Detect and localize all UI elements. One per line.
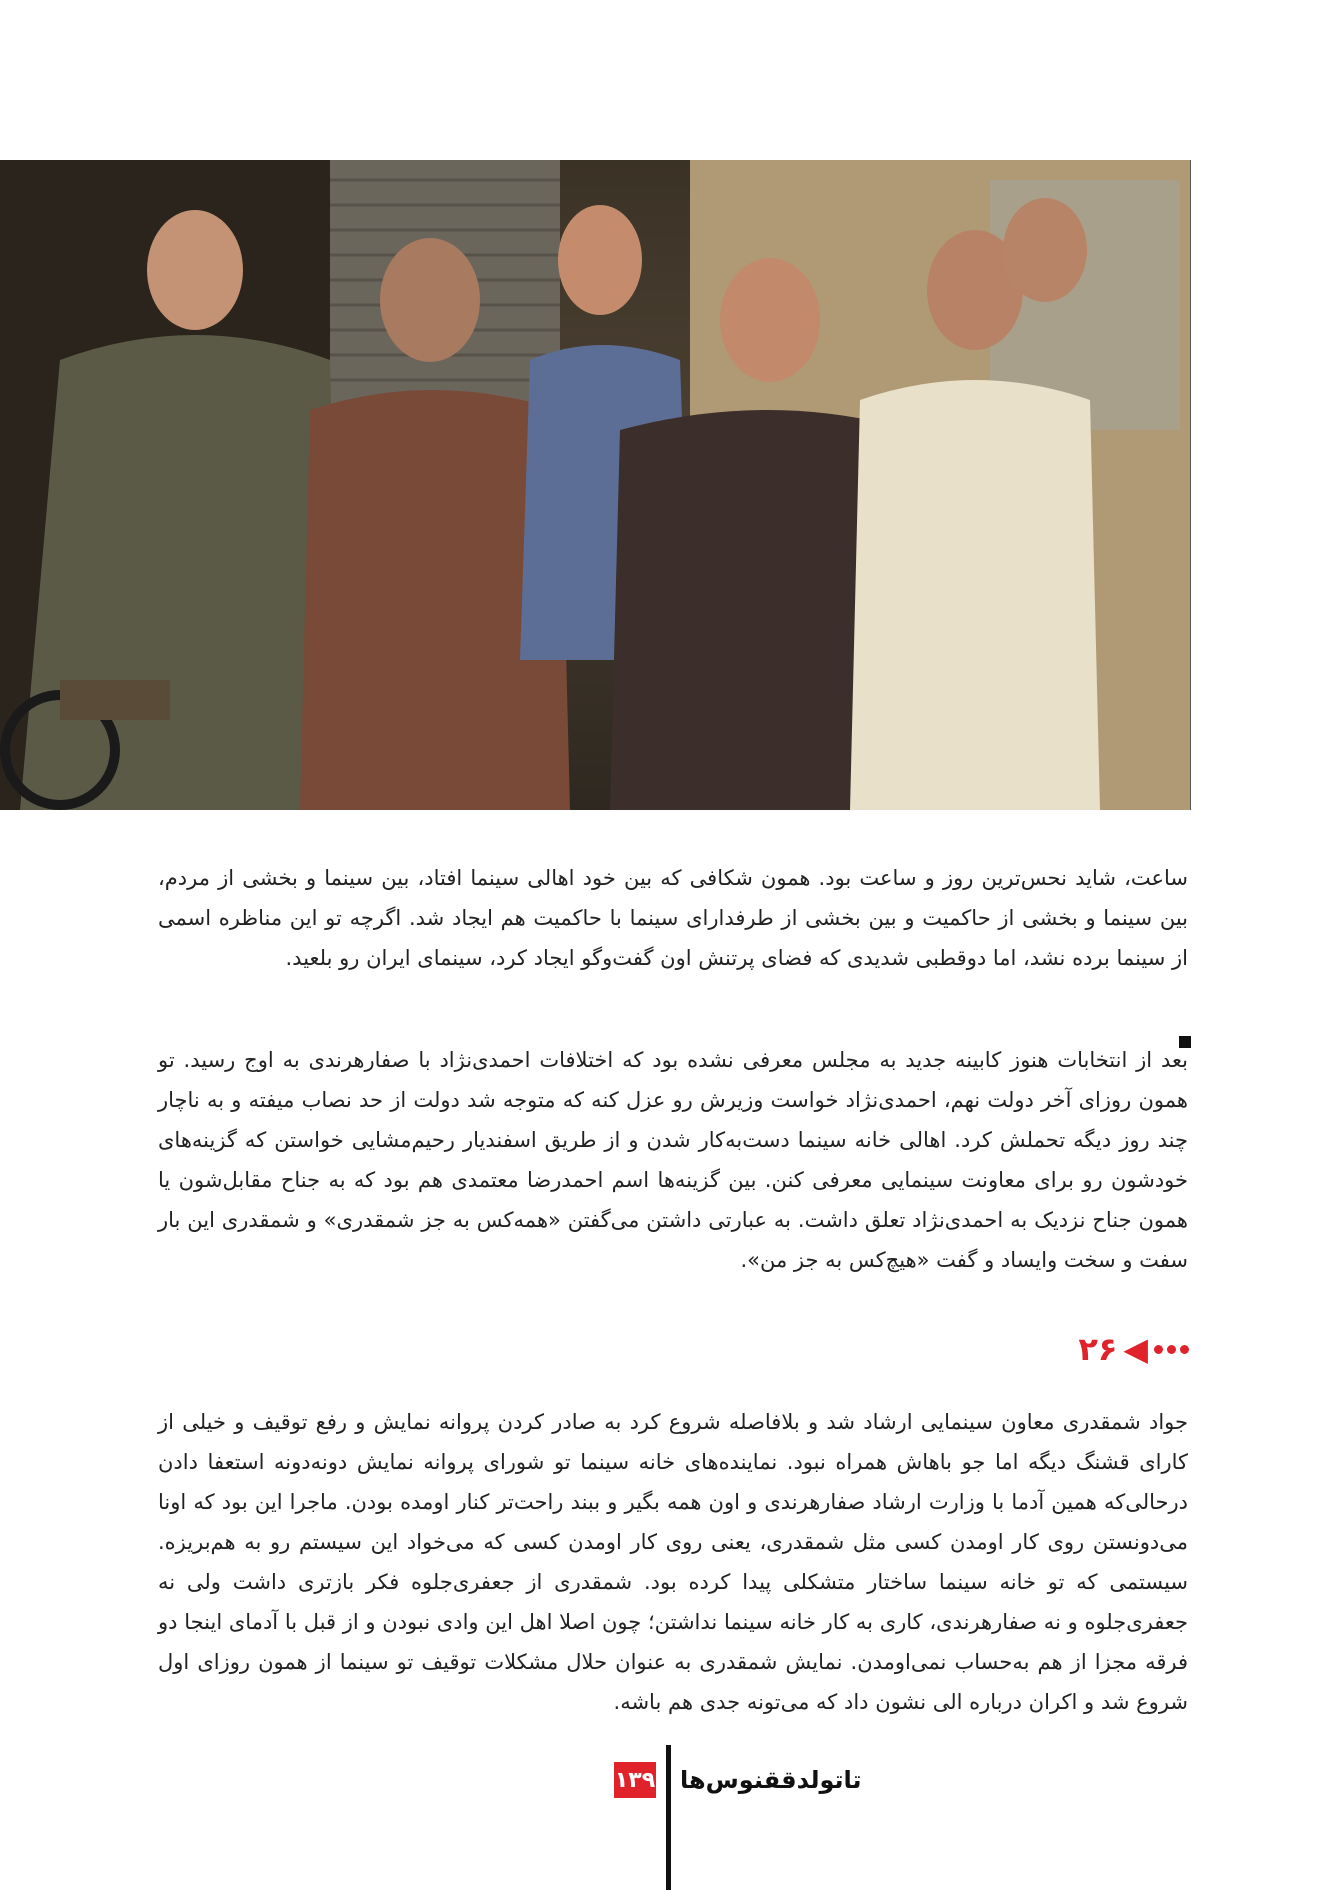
dots-icon [1154, 1345, 1189, 1354]
film-still-image-icon [0, 160, 1190, 810]
paragraph-text: ساعت، شاید نحس‌ترین روز و ساعت بود. همون شکافی که بین خود اهالی سینما افتاد، بین سینما و بخشی از مردم، بین سینما و بخشی از حاکمیت و بین بخشی از طرفدارای سینما با حاکمیت هم ایجاد شد. اگرچه تو این مناظره اسمی از سینما برده نشد، اما دوقطبی شدیدی که فضای پرتنش اون گفت‌وگو ایجاد کرد، سینمای ایران رو بلعید. [158, 866, 1188, 970]
magazine-title: تاتولدققنوس‌ها [680, 1766, 862, 1794]
article-paragraph-3 [158, 1402, 1188, 1722]
paragraph-text: جواد شمقدری معاون سینمایی ارشاد شد و بلافاصله شروع کرد به صادر کردن پروانه نمایش و رفع توقیف و خیلی از کارای قشنگ دیگه اما جو باهاش همراه نبود. نماینده‌های خانه سینما تو شورای پروانه نمایش دونه‌دونه استعفا دادن درحالی‌که همین آدما با وزارت ارشاد صفارهرندی و اون همه بگیر و ببند راحت‌تر کنار اومده بودن. ماجرا این بود که اونا می‌دونستن روی کار اومدن کسی مثل شمقدری، یعنی روی کار اومدن کسی که می‌خواد این سیستم رو به هم‌بریزه. سیستمی که تو خانه سینما ساختار متشکلی پیدا کرده بود. شمقدری از جعفری‌جلوه فکر بازتری داشت ولی نه جعفری‌جلوه و نه صفارهرندی، کاری به کار خانه سینما نداشتن؛ چون اصلا اهل این وادی نبودن و از قبل با آدمای اینجا دو فرقه مجزا از هم به‌حساب نمی‌اومدن. نمایش شمقدری به عنوان حلال مشکلات توقیف تو سینما از همون روزای اول شروع شد و اکران درباره الی نشون داد که می‌تونه جدی هم باشه. [158, 1410, 1188, 1714]
part-number: ۲۶ [1078, 1330, 1118, 1368]
page-number: ۱۳۹ [614, 1762, 656, 1798]
part-marker [1078, 1330, 1189, 1368]
article-paragraph-1 [158, 858, 1188, 978]
play-arrow-icon: ◀ [1123, 1330, 1148, 1368]
footer-divider [666, 1745, 671, 1890]
paragraph-text: بعد از انتخابات هنوز کابینه جدید به مجلس معرفی نشده بود که اختلافات احمدی‌نژاد با صفارهرندی به اوج رسید. تو همون روزای آخر دولت نهم، احمدی‌نژاد خواست وزیرش رو عزل کنه که متوجه شد دولت از حد نصاب میفته و به ناچار چند روز دیگه تحملش کرد. اهالی خانه سینما دست‌به‌کار شدن و از طریق اسفندیار رحیم‌مشایی خواستن که گزینه‌های خودشون رو برای معاونت سینمایی معرفی کنن. بین گزینه‌ها اسم احمدرضا معتمدی هم بود که به جناح مقابل‌شون یا همون جناح نزدیک به احمدی‌نژاد تعلق داشت. به عبارتی داشتن می‌گفتن «همه‌کس به جز شمقدری» و شمقدری این بار سفت و سخت وایساد و گفت «هیچ‌کس به جز من». [158, 1048, 1188, 1272]
article-paragraph-2 [158, 1040, 1188, 1280]
film-still-photo [0, 160, 1191, 810]
